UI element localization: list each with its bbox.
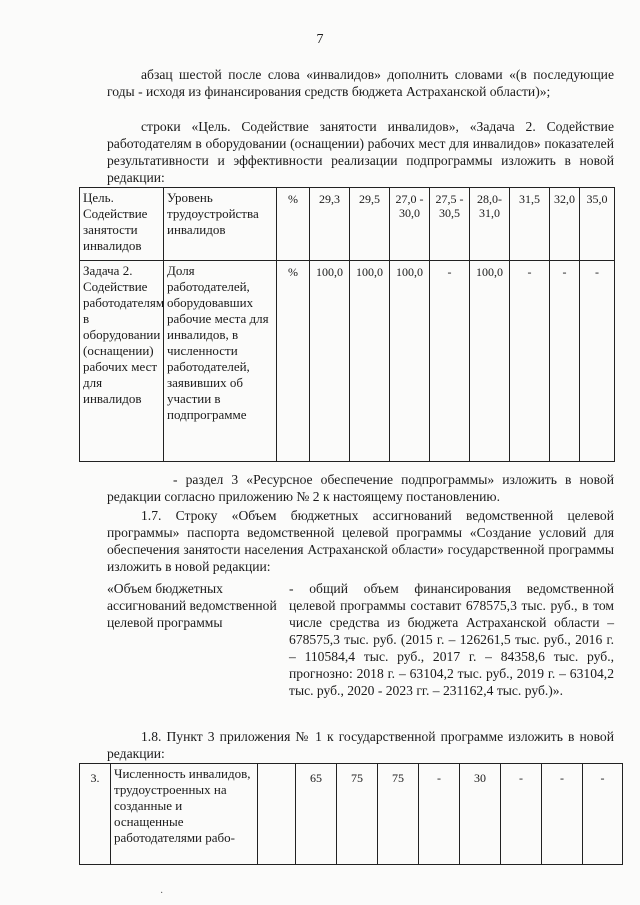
row-value: - [419,764,460,865]
goal-unit: % [277,188,310,261]
goal-value: 29,3 [310,188,350,261]
budget-value: - общий объем финансирования ведомственной целевой программы составит 678575,3 тыс. руб., в том числе средства из бюджета Астраханской области – 678575,3 тыс. руб. (2015 г. – 126261,5 тыс. руб., 2016 г. – 110584,4 тыс. руб., 2017 г. – 84358,6 тыс. руб., прогнозно: 2018 г. – 63104,2 тыс. руб., 2019 г. – 63104,2 тыс. руб., 2020 - 2023 гг. – 231162,4 тыс. руб.)». [289,581,614,698]
row-value: - [583,764,623,865]
row-value: 75 [378,764,419,865]
table-row-goal [80,188,615,261]
page-number: 7 [316,32,324,47]
goal-value: 28,0- 31,0 [470,188,510,261]
task-value: - [550,261,580,462]
goal-value: 35,0 [580,188,615,261]
row-value [258,764,296,865]
paragraph-3: - раздел 3 «Ресурсное обеспечение подпрограммы» изложить в новой редакции согласно приложению № 2 к настоящему постановлению. [107,472,614,504]
task-value: - [580,261,615,462]
task-value: - [430,261,470,462]
goal-value: 29,5 [350,188,390,261]
task-unit: % [277,261,310,462]
task-value: 100,0 [310,261,350,462]
goal-name: Цель. Содействие занятости инвалидов [80,188,164,261]
table-row [80,764,623,865]
task-value: - [510,261,550,462]
task-value: 100,0 [470,261,510,462]
goal-indicator: Уровень трудоустройства инвалидов [164,188,277,261]
table-row-task [80,261,615,462]
budget-label: «Объем бюджетных ассигнований ведомственной целевой программы [107,581,277,630]
indicator-table [79,763,623,865]
row-indicator: Численность инвалидов, трудоустроенных на созданные и оснащенные работодателями рабо- [111,764,258,865]
paragraph-4: 1.7. Строку «Объем бюджетных ассигнований ведомственной целевой программы» паспорта ведомственной целевой программы «Создание условий для обеспечения занятости населения Астраханской области» государственной программы изложить в новой редакции: [107,508,614,574]
row-number: 3. [80,764,111,865]
task-value: 100,0 [390,261,430,462]
task-value: 100,0 [350,261,390,462]
task-name: Задача 2. Содействие работодателям в оборудовании (оснащении) рабочих мест для инвалидов [80,261,164,462]
paragraph-5: 1.8. Пункт 3 приложения № 1 к государственной программе изложить в новой редакции: [107,729,614,761]
paragraph-2: строки «Цель. Содействие занятости инвалидов», «Задача 2. Содействие работодателям в оборудовании (оснащении) рабочих мест для инвалидов» показателей результативности и эффективности реализации подпрограммы изложить в новой редакции: [107,119,614,185]
paragraph-1: абзац шестой после слова «инвалидов» дополнить словами «(в последующие годы - исходя из финансирования средств бюджета Астраханской области)»; [107,67,614,99]
row-value: 75 [337,764,378,865]
row-value: - [501,764,542,865]
goal-value: 31,5 [510,188,550,261]
goal-value: 32,0 [550,188,580,261]
goals-table [79,187,615,462]
row-value: - [542,764,583,865]
goal-value: 27,5 - 30,5 [430,188,470,261]
task-indicator: Доля работодателей, оборудовавших рабочие места для инвалидов, в численности работодателей, заявивших об участии в подпрограмме [164,261,277,462]
row-value: 65 [296,764,337,865]
goal-value: 27,0 - 30,0 [390,188,430,261]
row-value: 30 [460,764,501,865]
scan-speck: · [160,888,164,899]
